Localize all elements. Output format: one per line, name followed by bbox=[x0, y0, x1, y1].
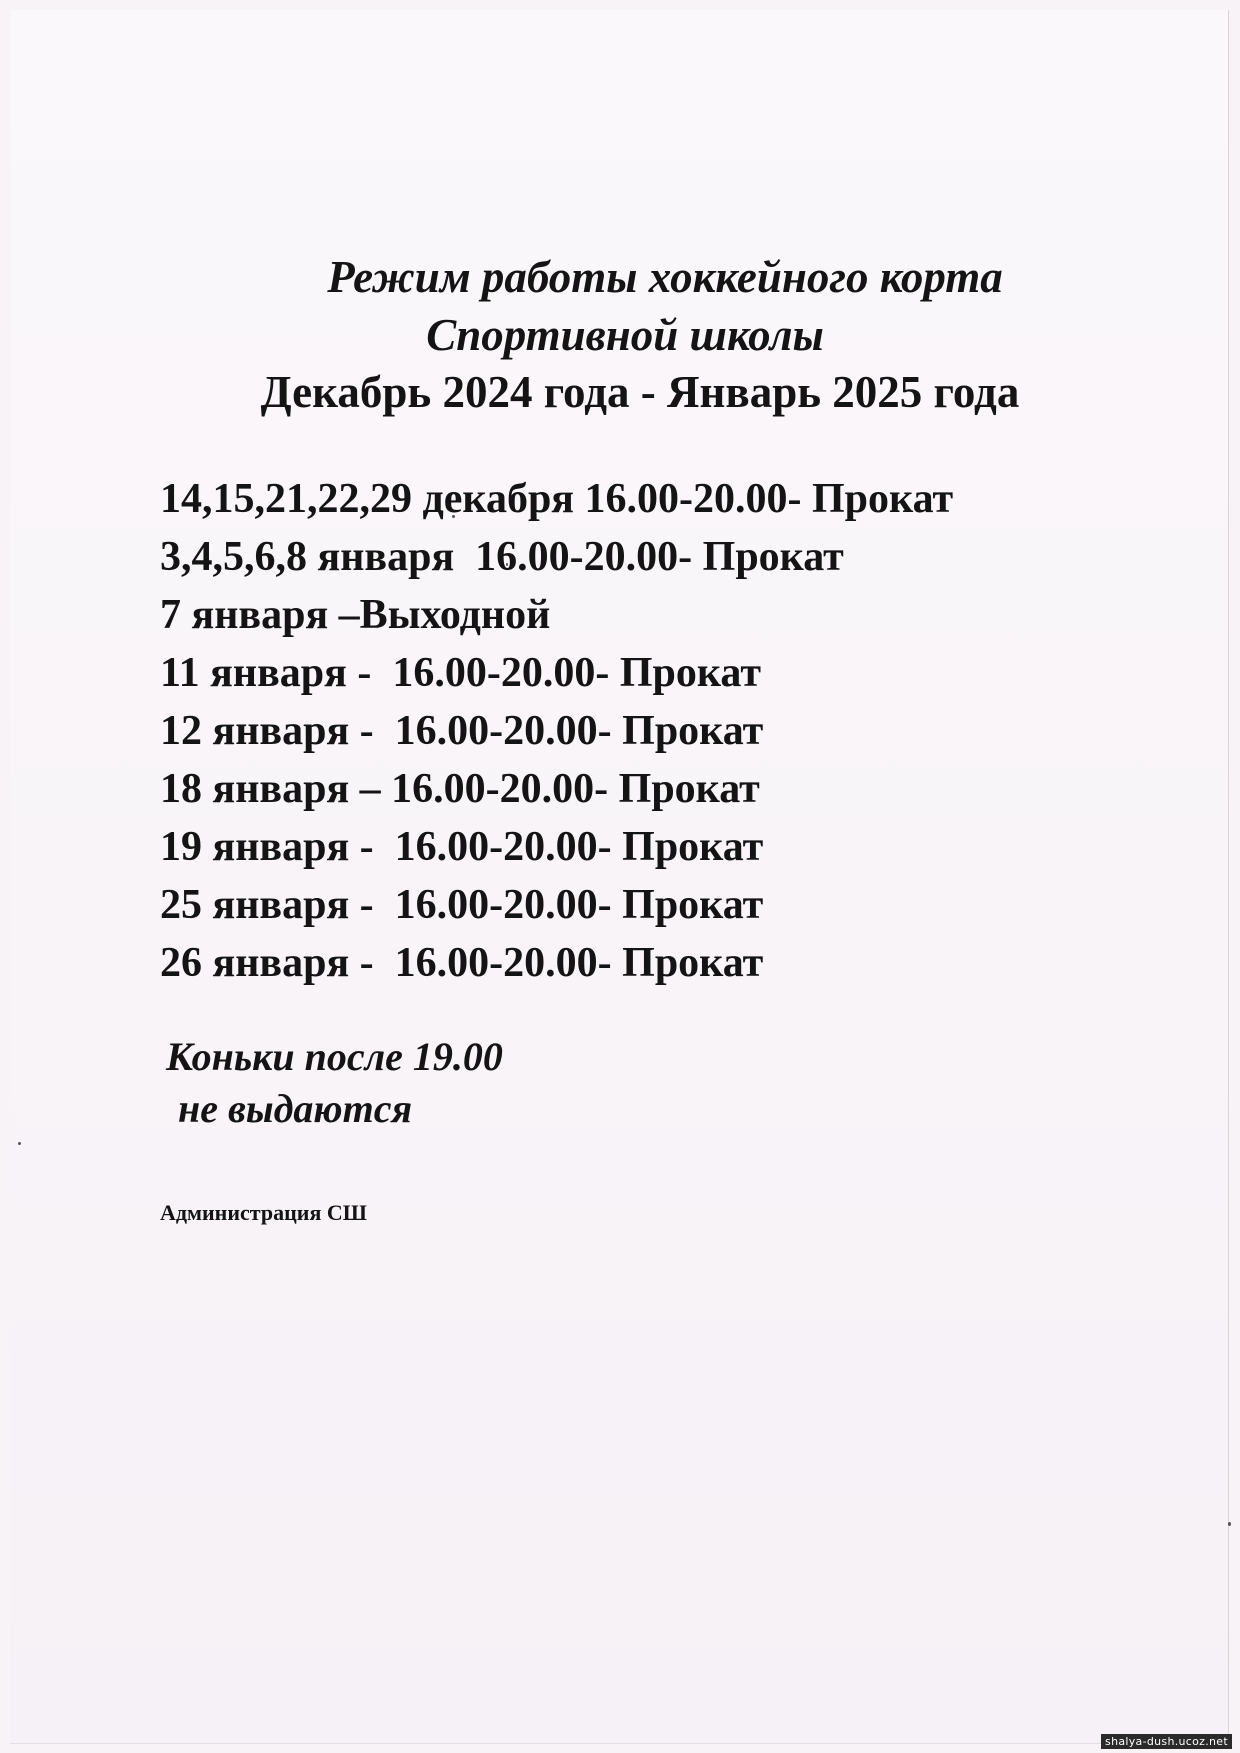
schedule-item: 3,4,5,6,8 января 16.00-20.00- Прокат bbox=[160, 534, 844, 580]
schedule-item: 18 января – 16.00-20.00- Прокат bbox=[160, 766, 760, 812]
page-title: Режим работы хоккейного корта bbox=[327, 252, 1003, 302]
schedule-item: 12 января - 16.00-20.00- Прокат bbox=[160, 708, 764, 754]
scan-speck bbox=[1228, 1522, 1231, 1526]
schedule-item: 7 января –Выходной bbox=[160, 592, 551, 638]
schedule-item: 14,15,21,22,29 декабря 16.00-20.00- Прокат bbox=[160, 476, 954, 522]
schedule-item: 25 января - 16.00-20.00- Прокат bbox=[160, 882, 764, 928]
period-heading: Декабрь 2024 года - Январь 2025 года bbox=[260, 367, 1020, 417]
page-subtitle: Спортивной школы bbox=[426, 310, 824, 360]
skates-note-line-1: Коньки после 19.00 bbox=[166, 1034, 503, 1079]
skates-note-line-2: не выдаются bbox=[178, 1086, 413, 1131]
schedule-item: 26 января - 16.00-20.00- Прокат bbox=[160, 940, 764, 986]
site-watermark: shalya-dush.ucoz.net bbox=[1101, 1734, 1232, 1749]
schedule-item: 11 января - 16.00-20.00- Прокат bbox=[160, 650, 761, 696]
schedule-list bbox=[160, 470, 1160, 992]
signature: Администрация СШ bbox=[160, 1200, 367, 1225]
schedule-item: 19 января - 16.00-20.00- Прокат bbox=[160, 824, 764, 870]
scan-speck bbox=[18, 1142, 21, 1145]
